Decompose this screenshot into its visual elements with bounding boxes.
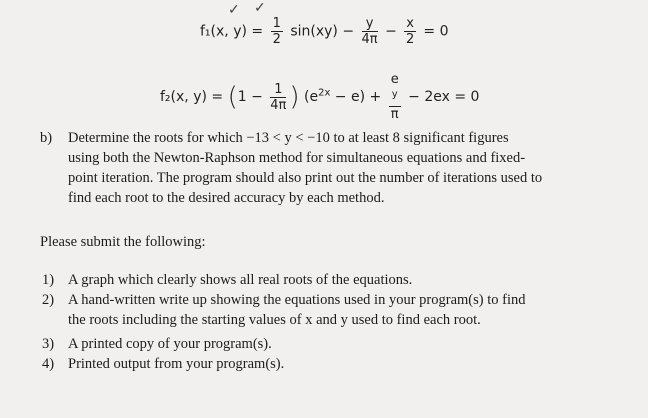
f1-sin-term: sin(xy) − xyxy=(290,23,355,40)
item-2-number: 2) xyxy=(42,292,55,308)
part-b-line-4: find each root to the desired accuracy by each method. xyxy=(68,190,385,206)
f2-exp-term: $(e^{2x} - e)$ + xyxy=(304,87,382,106)
item-1-line-1: A graph which clearly shows all real roots of the equations. xyxy=(68,272,413,288)
f1-fraction-half: $\frac{1}{2}$ xyxy=(272,16,281,47)
f2-fraction-1-over-4pi: $\frac{1}{4\pi}$ xyxy=(270,81,287,113)
item-3-number: 3) xyxy=(42,336,55,352)
part-b-label: b) xyxy=(40,130,53,146)
item-2-line-2: the roots including the starting values of x and y used to find each root. xyxy=(68,312,481,328)
f2-lhs: f₂(x, y) = xyxy=(160,89,224,106)
f1-fraction-y: $\frac{y}{4\pi}$ xyxy=(361,16,378,47)
f2-fraction-ey-over-pi: e $^y$ π xyxy=(390,72,399,123)
part-b-line-1: Determine the roots for which −13 < y < −10 to at least 8 significant figures xyxy=(68,130,509,146)
part-b-line-3: point iteration. The program should also print out the number of iterations used to xyxy=(68,170,543,186)
item-3-line-1: A printed copy of your program(s). xyxy=(68,336,272,352)
check-mark-icon: ✓ xyxy=(254,1,266,16)
item-2-line-1: A hand-written write up showing the equations used in your program(s) to find xyxy=(68,292,526,308)
f1-rhs: = 0 xyxy=(423,23,449,40)
item-4-line-1: Printed output from your program(s). xyxy=(68,356,285,372)
part-b-line-2: using both the Newton-Raphson method for simultaneous equations and fixed- xyxy=(68,150,526,166)
f1-fraction-x: $\frac{x}{2}$ xyxy=(405,16,415,47)
check-mark-icon: ✓ xyxy=(228,3,240,18)
item-4-number: 4) xyxy=(42,356,55,372)
item-1-number: 1) xyxy=(42,272,55,288)
equation-f2: f₂(x, y) = (1 − $\frac{1}{4\pi}$ ) $(e^{2x} - e)$ + e $^y$ π − 2ex = 0 xyxy=(160,72,480,123)
f2-tail: − 2ex = 0 xyxy=(408,89,480,106)
f1-lhs: f₁(x, y) = xyxy=(200,23,264,40)
submit-heading: Please submit the following: xyxy=(40,234,206,250)
equation-f1: f₁(x, y) = $\frac{1}{2}$ sin(xy) − $\frac{y}{4\pi}$ − $\frac{x}{2}$ = 0 xyxy=(200,16,449,47)
